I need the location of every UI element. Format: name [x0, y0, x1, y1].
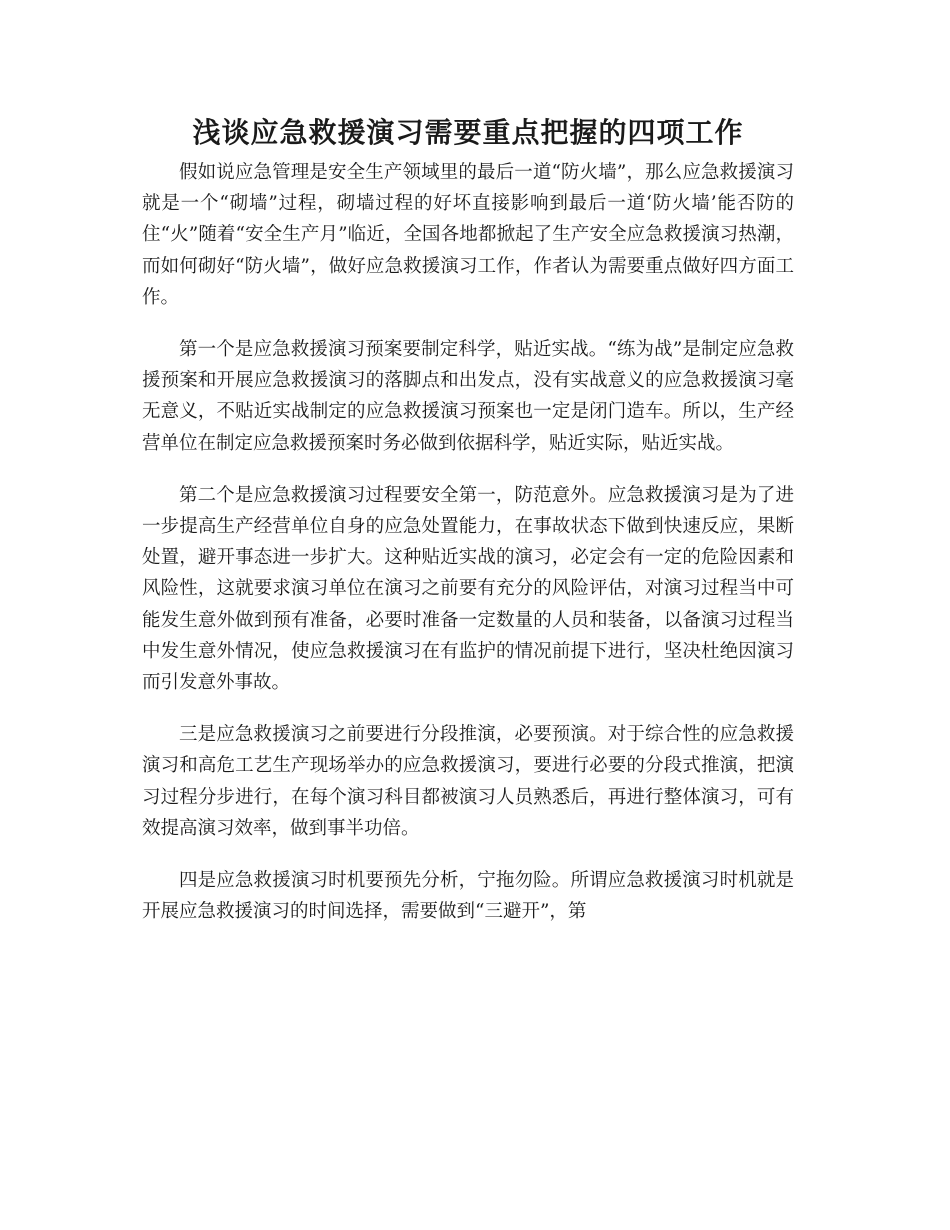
document-title: 浅谈应急救援演习需要重点把握的四项工作 [192, 116, 744, 149]
paragraph-point-four: 四是应急救援演习时机要预先分析，宁拖勿险。所谓应急救援演习时机就是开展应急救援演习的时间选择，需要做到“三避开”，第 [142, 870, 794, 923]
paragraph-intro: 假如说应急管理是安全生产领域里的最后一道“防火墙”，那么应急救援演习就是一个“砌墙”过程，砌墙过程的好坏直接影响到最后一道‘防火墙’能否防的住“火”随着“安全生产月”临近，全国各地都掀起了生产安全应急救援演习热潮，而如何砌好“防火墙”，做好应急救援演习工作，作者认为需要重点做好四方面工作。 [142, 162, 794, 308]
paragraph-point-two: 第二个是应急救援演习过程要安全第一，防范意外。应急救援演习是为了进一步提高生产经营单位自身的应急处置能力，在事故状态下做到快速反应，果断处置，避开事态进一步扩大。这种贴近实战的演习，必定会有一定的危险因素和风险性，这就要求演习单位在演习之前要有充分的风险评估，对演习过程当中可能发生意外做到预有准备，必要时准备一定数量的人员和装备，以备演习过程当中发生意外情况，使应急救援演习在有监护的情况前提下进行，坚决杜绝因演习而引发意外事故。 [142, 484, 794, 694]
paragraph-point-three: 三是应急救援演习之前要进行分段推演，必要预演。对于综合性的应急救援演习和高危工艺生产现场举办的应急救援演习，要进行必要的分段式推演，把演习过程分步进行，在每个演习科目都被演习人员熟悉后，再进行整体演习，可有效提高演习效率，做到事半功倍。 [142, 724, 794, 839]
paragraph-point-one: 第一个是应急救援演习预案要制定科学，贴近实战。“练为战”是制定应急救援预案和开展应急救援演习的落脚点和出发点，没有实战意义的应急救援演习毫无意义，不贴近实战制定的应急救援演习预案也一定是闭门造车。所以，生产经营单位在制定应急救援预案时务必做到依据科学，贴近实际，贴近实战。 [142, 339, 794, 454]
document-page [142, 112, 794, 948]
